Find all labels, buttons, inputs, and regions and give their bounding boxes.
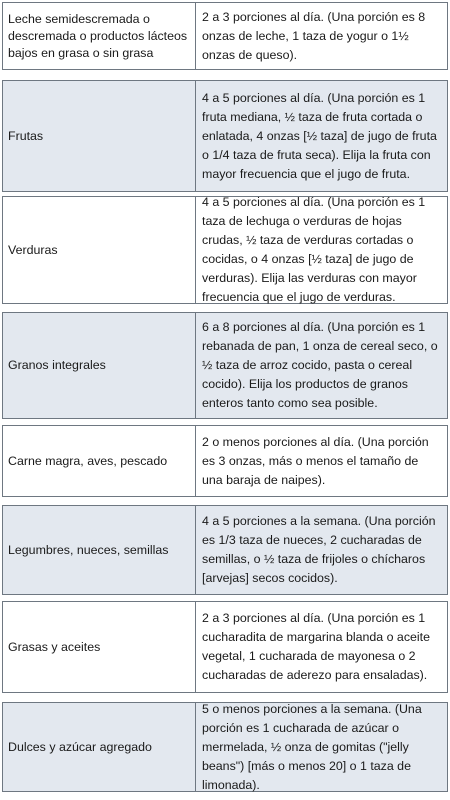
table-row <box>2 312 448 419</box>
servings-cell <box>196 313 447 418</box>
food-group-cell <box>3 703 196 791</box>
table-row <box>2 702 448 792</box>
servings-cell <box>196 426 447 496</box>
table-row <box>2 2 448 70</box>
food-group-cell <box>3 3 196 69</box>
food-group-cell <box>3 197 196 303</box>
food-group-cell <box>3 426 196 496</box>
servings-cell <box>196 3 447 69</box>
food-group-label: Grasas y aceites <box>8 639 101 654</box>
food-group-label: Carne magra, aves, pescado <box>8 453 168 468</box>
servings-cell <box>196 81 447 191</box>
food-group-label: Frutas <box>8 128 44 143</box>
servings-cell <box>196 197 447 303</box>
food-group-label: Leche semidescremada o descremada o productos lácteos bajos en grasa o sin grasa <box>8 11 188 60</box>
food-group-cell <box>3 81 196 191</box>
food-group-label: Verduras <box>8 242 58 257</box>
servings-text: 4 a 5 porciones al día. (Una porción es 1 taza de lechuga o verduras de hojas crudas, ½ taza de verduras cortadas o cocidas, o 4 onzas [½ taza] de jugo de verduras). Elija las verduras con mayor frecuencia que el jugo de verduras. <box>202 195 426 304</box>
food-group-label: Granos integrales <box>8 358 106 372</box>
table-row <box>2 196 448 304</box>
servings-cell <box>196 703 447 791</box>
table-row <box>2 601 448 693</box>
servings-text: 2 a 3 porciones al día. (Una porción es 8 onzas de leche, 1 taza de yogur o 1½ onzas de queso). <box>202 9 426 62</box>
food-group-cell <box>3 506 196 594</box>
servings-text: 4 a 5 porciones al día. (Una porción es 1 fruta mediana, ½ taza de fruta cortada o enlatada, 4 onzas [½ taza] de jugo de fruta o 1/4 taza de fruta seca). Elija la fruta con mayor frecuencia que el jugo de fruta. <box>202 90 437 181</box>
servings-text: 6 a 8 porciones al día. (Una porción es 1 rebanada de pan, 1 onza de cereal seco, o ½ taza de arroz cocido, pasta o cereal cocido). Elija los productos de granos enteros tanto como sea posible. <box>202 320 438 410</box>
food-group-cell <box>3 602 196 692</box>
servings-cell <box>196 602 447 692</box>
servings-text: 5 o menos porciones a la semana. (Una porción es 1 cucharada de azúcar o mermelada, ½ onza de gomitas ("jelly beans") [más o menos 20] o 1 taza de limonada). <box>202 701 422 792</box>
table-row <box>2 80 448 192</box>
table-row <box>2 505 448 595</box>
servings-text: 4 a 5 porciones a la semana. (Una porción es 1/3 taza de nueces, 2 cucharadas de semillas, o ½ taza de frijoles o chícharos [arvejas] secos cocidos). <box>202 514 436 585</box>
table-row <box>2 425 448 497</box>
servings-text: 2 a 3 porciones al día. (Una porción es 1 cucharadita de margarina blanda o aceite vegetal, 1 cucharada de mayonesa o 2 cucharadas de aderezo para ensaladas). <box>202 611 430 682</box>
food-group-label: Dulces y azúcar agregado <box>8 739 152 754</box>
servings-cell <box>196 506 447 594</box>
food-group-label: Legumbres, nueces, semillas <box>8 542 169 557</box>
food-group-cell <box>3 313 196 418</box>
servings-text: 2 o menos porciones al día. (Una porción es 3 onzas, más o menos el tamaño de una baraja de naipes). <box>202 434 429 487</box>
